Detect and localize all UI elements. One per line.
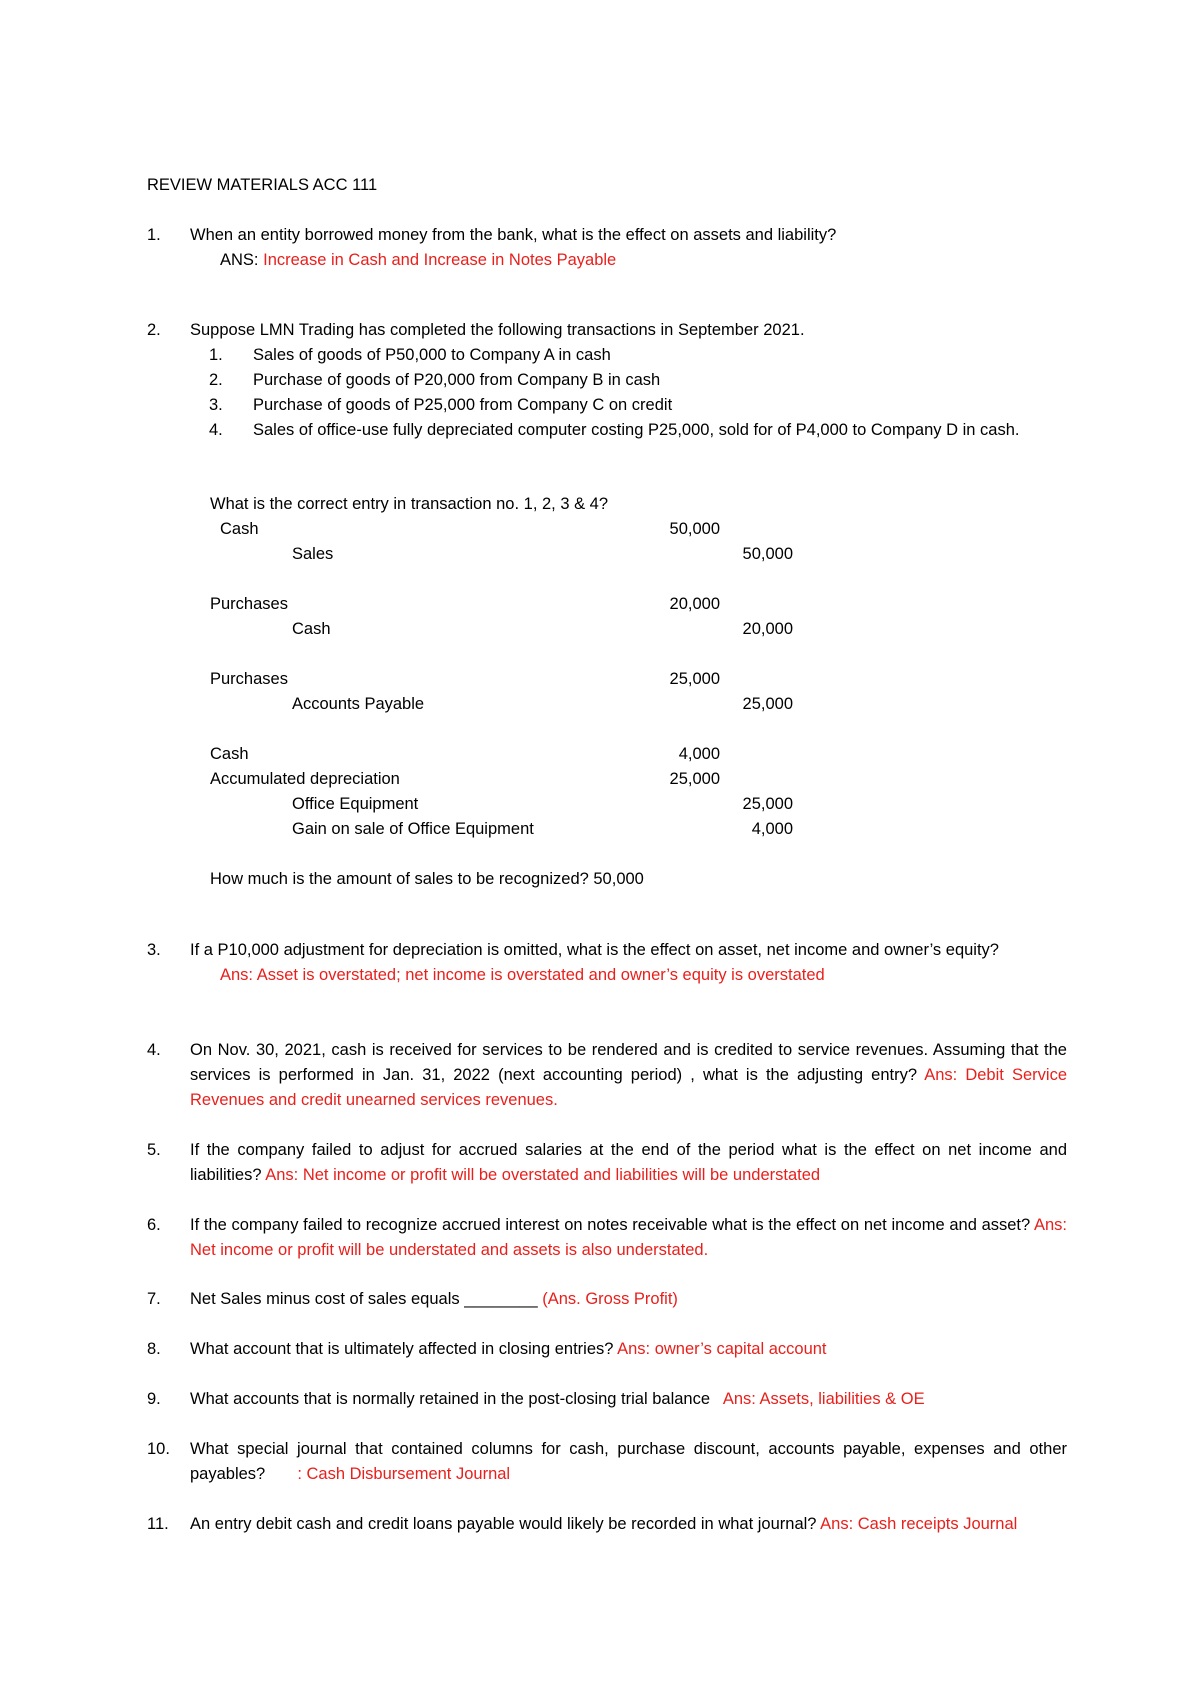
debit-amount: 20,000 [669,595,720,613]
item-text: Sales of goods of P50,000 to Company A in cash [253,346,611,364]
account-name: Cash [210,745,249,763]
question-number: 2. [147,321,161,339]
question-4 [147,1038,1067,1113]
journal-row [210,817,810,842]
debit-amount: 50,000 [669,520,720,538]
answer-text: Increase in Cash and Increase in Notes Payable [263,251,617,269]
question-text: An entry debit cash and credit loans payable would likely be recorded in what journal? [190,1515,821,1533]
transaction-list [209,343,1067,443]
page-title: REVIEW MATERIALS ACC 111 [147,176,378,194]
question-number: 10. [147,1440,170,1458]
account-name: Gain on sale of Office Equipment [292,820,534,838]
answer [220,248,1067,273]
account-name: Cash [292,620,331,638]
journal-row [210,792,810,817]
credit-amount: 50,000 [742,545,793,563]
list-item [209,418,1093,443]
question-text: If the company failed to adjust for accrued salaries at the end of the period what is the effect on net income and liabilities? [190,1141,1067,1184]
journal-entries [210,492,810,892]
item-text: Sales of office-use fully depreciated computer costing P25,000, sold for of P4,000 to Company D in cash. [253,421,1020,439]
item-text: Purchase of goods of P25,000 from Company C on credit [253,396,673,414]
credit-amount: 20,000 [742,620,793,638]
question-text: Suppose LMN Trading has completed the following transactions in September 2021. [190,321,805,339]
question-text: What account that is ultimately affected in closing entries? [190,1340,618,1358]
account-name: Office Equipment [292,795,419,813]
question-number: 4. [147,1041,161,1059]
question-text: If the company failed to recognize accrued interest on notes receivable what is the effect on net income and asset? [190,1216,1034,1234]
list-item [209,393,1108,418]
entry-question: What is the correct entry in transaction no. 1, 2, 3 & 4? [210,495,609,513]
answer-text: Ans: Cash receipts Journal [820,1515,1018,1533]
question-number: 9. [147,1390,161,1408]
question-9 [147,1387,1067,1412]
journal-row [210,517,810,542]
question-number: 3. [147,941,161,959]
journal-row [210,667,810,692]
credit-amount: 4,000 [751,820,793,838]
question-number: 5. [147,1141,161,1159]
question-7 [147,1287,1067,1312]
question-number: 1. [147,226,161,244]
question-text: On Nov. 30, 2021, cash is received for services to be rendered and is credited to service revenues. Assuming that the services is performed in Jan. 31, 2022 (next accounting period) , what is the adjusting entry? [190,1041,1067,1084]
question-number: 8. [147,1340,161,1358]
answer-label: ANS: [220,251,264,269]
answer-text: Ans: Debit Service Revenues and credit unearned services revenues. [190,1066,1067,1109]
question-number: 11. [147,1515,169,1533]
journal-row [210,617,810,642]
answer-text: Ans: Asset is overstated; net income is overstated and owner’s equity is overstated [220,966,825,984]
question-10 [147,1437,1072,1487]
account-name: Cash [220,520,259,538]
item-number: 3. [209,396,223,414]
question-11 [147,1512,1067,1537]
question-3 [147,938,1067,988]
journal-row [210,692,810,717]
answer-text: Ans: Assets, liabilities & OE [722,1390,925,1408]
account-name: Accumulated depreciation [210,770,400,788]
account-name: Purchases [210,670,288,688]
journal-row [210,767,810,792]
journal-row [210,592,810,617]
item-text: Purchase of goods of P20,000 from Company B in cash [253,371,661,389]
answer-text: (Ans. Gross Profit) [542,1290,678,1308]
credit-amount: 25,000 [742,695,793,713]
question-2 [147,318,1067,443]
sales-question: How much is the amount of sales to be recognized? 50,000 [210,870,644,888]
answer-text: : Cash Disbursement Journal [297,1465,511,1483]
item-number: 1. [209,346,223,364]
answer-text: Ans: Net income or profit will be overstated and liabilities will be understated [265,1166,821,1184]
account-name: Purchases [210,595,288,613]
journal-row [210,542,810,567]
debit-amount: 25,000 [669,770,720,788]
question-1 [147,223,1067,273]
answer-text: Ans: Net income or profit will be understated and assets is also understated. [190,1216,1067,1259]
answer-text: Ans: owner’s capital account [617,1340,827,1358]
question-6 [147,1213,1067,1263]
list-item [209,343,1108,368]
question-text: When an entity borrowed money from the bank, what is the effect on assets and liability? [190,226,837,244]
question-text: What accounts that is normally retained in the post-closing trial balance [190,1390,723,1408]
journal-row [210,742,810,767]
list-item [209,368,1108,393]
question-8 [147,1337,1067,1362]
question-text: What special journal that contained columns for cash, purchase discount, accounts payable, expenses and other payables? [190,1440,1072,1483]
account-name: Sales [292,545,334,563]
debit-amount: 4,000 [678,745,720,763]
credit-amount: 25,000 [742,795,793,813]
item-number: 4. [209,421,223,439]
question-text: If a P10,000 adjustment for depreciation is omitted, what is the effect on asset, net income and owner’s equity? [190,941,999,959]
debit-amount: 25,000 [669,670,720,688]
item-number: 2. [209,371,223,389]
question-5 [147,1138,1067,1188]
question-number: 6. [147,1216,161,1234]
question-text: Net Sales minus cost of sales equals ________ [190,1290,543,1308]
account-name: Accounts Payable [292,695,425,713]
question-number: 7. [147,1290,161,1308]
